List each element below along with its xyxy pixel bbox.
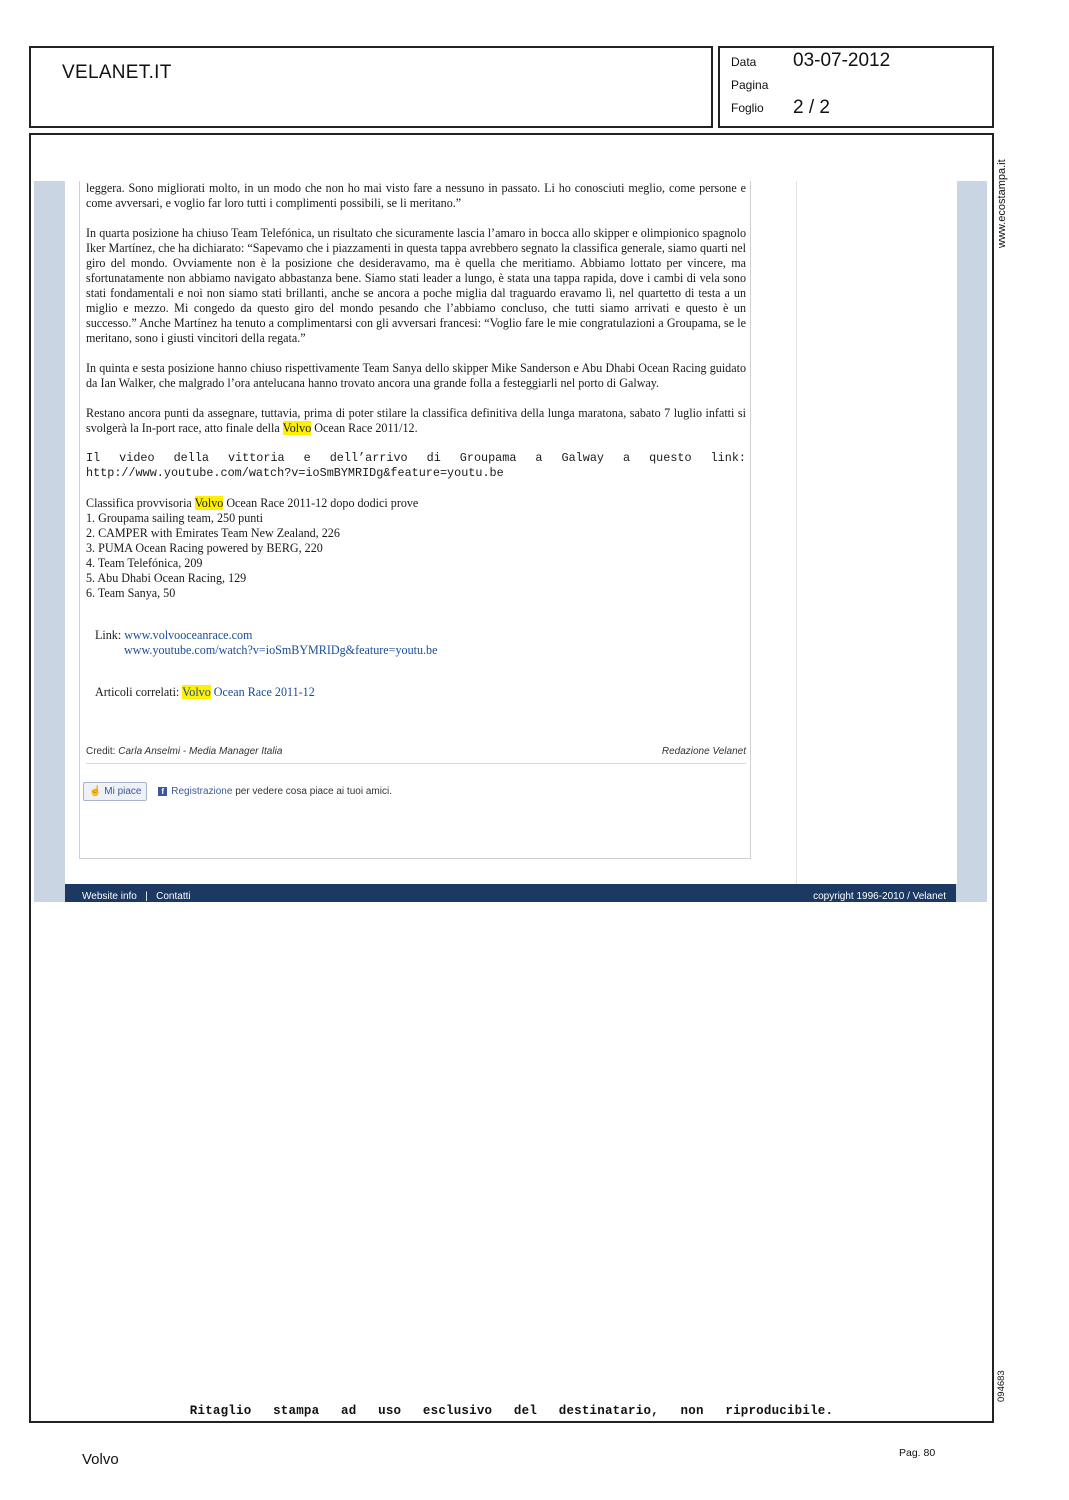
register-link[interactable]: Registrazione xyxy=(171,786,233,797)
like-button[interactable] xyxy=(83,782,147,801)
thumbs-up-icon: ☝ xyxy=(89,786,102,797)
article-text xyxy=(86,181,746,700)
ranking-item: 2. CAMPER with Emirates Team New Zealand, 226 xyxy=(86,526,340,540)
paragraph-2: In quarta posizione ha chiuso Team Telefónica, un risultato che sicuramente lascia l’amaro in bocca allo skipper e olimpionico spagnolo Iker Martínez, che ha dichiarato: “Sapevamo che i piazzamenti in questa tappa avrebbero segnato la classifica generale, siamo quarti nel giro del mondo. Ovviamente non è la posizione che desideravamo, ma è quella che meritiamo. Abbiamo lottato per vincere, ma sfortunatamente non abbiamo navigato abbastanza bene. Siamo stati leader a lungo, è stata una tappa rapida, dove i cambi di vela sono stati fondamentali e noi non siamo stati brillanti, anche se ancora a poche miglia dal traguardo eravamo lì, nel quartetto di testa a un miglio e mezzo. Mi congedo da questo giro del mondo pesando che l’abbiamo concluso, che tutti siamo arrivati e questo è un successo.” Anche Martínez ha tenuto a complimentarsi con gli avversari francesi: “Voglio fare le mie congratulazioni a Groupama, se le meritano, sono i giusti vincitori della regata.” xyxy=(86,226,746,345)
like-label: Mi piace xyxy=(104,786,142,797)
paragraph-4 xyxy=(86,406,746,436)
link-label: Link: xyxy=(95,628,125,642)
reproduction-notice xyxy=(29,1404,994,1418)
header-meta-box xyxy=(718,46,994,128)
paragraph-4-text-b: Ocean Race 2011/12. xyxy=(311,421,418,435)
paragraph-1: leggera. Sono migliorati molto, in un modo che non ho mai visto fare a nessuno in passato. Li ho conosciuti meglio, come persone e come avversari, e voglio far loro tutti i complimenti possibili, se li meritano.” xyxy=(86,181,746,210)
ranking-title-a: Classifica provvisoria xyxy=(86,496,195,510)
header-masthead-box xyxy=(29,46,713,128)
side-url: www.ecostampa.it xyxy=(996,159,1008,248)
pagina-label: Pagina xyxy=(731,78,769,92)
side-code: 094683 xyxy=(996,1370,1007,1402)
article-box xyxy=(79,181,751,859)
ranking-list xyxy=(86,496,746,601)
facebook-icon: f xyxy=(158,787,167,796)
paragraph-5-video: Il video della vittoria e dell’arrivo di Groupama a Galway a questo link: http://www.youtube.com/watch?v=ioSmBYMRIDg&feature=youtu.be xyxy=(86,451,746,480)
keyword-highlight: Volvo xyxy=(282,421,312,435)
register-rest: per vedere cosa piace ai tuoi amici. xyxy=(232,786,392,797)
web-footer-left xyxy=(82,888,191,902)
link-volvooceanrace[interactable]: www.volvooceanrace.com xyxy=(124,628,253,642)
web-footer-bar xyxy=(65,884,956,902)
credit-redazione: Redazione Velanet xyxy=(661,746,746,757)
foglio-value: 2 / 2 xyxy=(793,97,830,118)
ranking-item: 6. Team Sanya, 50 xyxy=(86,586,176,600)
related-label: Articoli correlati: xyxy=(95,685,183,699)
page-number: Pag. 80 xyxy=(899,1447,936,1459)
links-block xyxy=(95,628,746,658)
keyword-label: Volvo xyxy=(82,1451,119,1468)
web-page-body xyxy=(65,181,956,884)
ranking-title-b: Ocean Race 2011-12 dopo dodici prove xyxy=(223,496,419,510)
related-link[interactable] xyxy=(182,685,315,699)
ranking-item: 4. Team Telefónica, 209 xyxy=(86,556,203,570)
ranking-item: 1. Groupama sailing team, 250 punti xyxy=(86,511,264,525)
footer-separator: | xyxy=(145,891,148,902)
web-sidebar xyxy=(796,181,957,884)
paragraph-4-text-a: Restano ancora punti da assegnare, tuttavia, prima di poter stilare la classifica definitiva della lunga maratona, sabato 7 luglio infatti si svolgerà la In-port race, atto finale della xyxy=(86,406,746,435)
related-articles xyxy=(95,685,746,700)
web-page-clipping xyxy=(34,181,987,902)
contatti-link[interactable]: Contatti xyxy=(156,891,191,902)
social-bar xyxy=(83,782,392,801)
credit-label: Credit: xyxy=(86,746,119,757)
publication-title: VELANET.IT xyxy=(62,62,172,83)
data-value: 03-07-2012 xyxy=(793,50,891,71)
reproduction-notice-text: Ritaglio stampa ad uso esclusivo del destinatario, non riproducibile. xyxy=(189,1404,834,1418)
website-info-link[interactable]: Website info xyxy=(82,891,137,902)
ranking-title xyxy=(86,496,746,511)
ranking-item: 3. PUMA Ocean Racing powered by BERG, 220 xyxy=(86,541,323,555)
related-link-rest: Ocean Race 2011-12 xyxy=(210,685,315,699)
foglio-label: Foglio xyxy=(731,101,764,115)
data-label: Data xyxy=(731,55,757,69)
keyword-highlight: Volvo xyxy=(182,685,211,699)
link-youtube[interactable]: www.youtube.com/watch?v=ioSmBYMRIDg&feature=youtu.be xyxy=(124,643,438,657)
credit-line xyxy=(86,746,746,764)
credit-name: Carla Anselmi - Media Manager Italia xyxy=(118,746,283,757)
web-footer-copyright: copyright 1996-2010 / Velanet xyxy=(813,891,946,902)
keyword-highlight: Volvo xyxy=(194,496,224,510)
paragraph-3: In quinta e sesta posizione hanno chiuso rispettivamente Team Sanya dello skipper Mike Sanderson e Abu Dhabi Ocean Racing guidato da Ian Walker, che malgrado l’ora antelucana hanno trovato ancora una grande folla a festeggiarli nel porto di Galway. xyxy=(86,361,746,390)
ranking-item: 5. Abu Dhabi Ocean Racing, 129 xyxy=(86,571,247,585)
